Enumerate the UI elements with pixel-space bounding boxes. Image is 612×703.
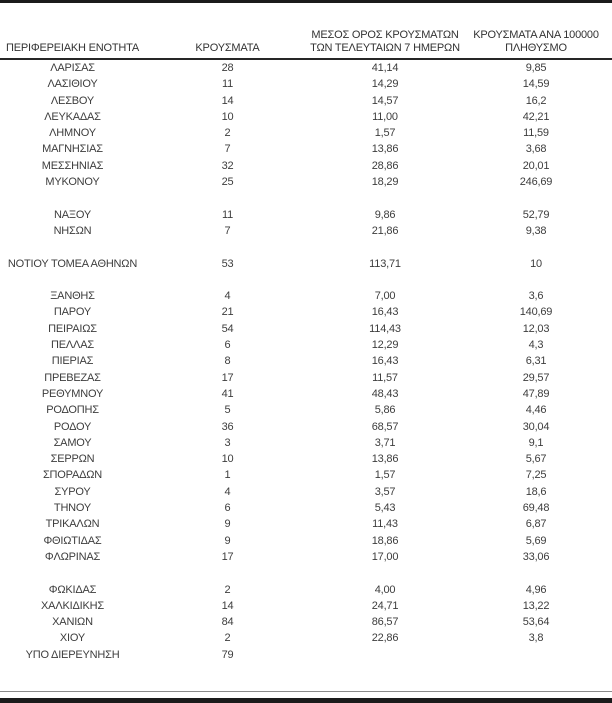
table-row xyxy=(0,370,612,386)
table-row xyxy=(0,141,612,157)
per100k-cell: 140,69 xyxy=(519,306,553,319)
avg7-cell: 11,57 xyxy=(372,371,398,384)
region-cell: ΡΟΔΟΠΗΣ xyxy=(46,404,99,417)
table-row xyxy=(0,256,612,272)
avg7-cell: 13,86 xyxy=(371,453,399,466)
table-bottom-rule xyxy=(0,691,612,692)
per100k-cell: 3,6 xyxy=(528,290,544,303)
region-cell: ΛΑΡΙΣΑΣ xyxy=(50,62,95,74)
header-cases-label: ΚΡΟΥΣΜΑΤΑ xyxy=(195,42,260,54)
cases-by-region-table xyxy=(0,28,612,663)
region-cell: ΣΑΜΟΥ xyxy=(53,436,92,449)
cases-cell: 11 xyxy=(221,78,234,91)
cases-cell: 10 xyxy=(221,110,234,123)
per100k-cell: 4,46 xyxy=(525,404,547,417)
cases-cell: 6 xyxy=(224,339,231,352)
table-body xyxy=(0,60,612,663)
cases-cell: 79 xyxy=(221,648,234,661)
per100k-cell: 7,25 xyxy=(525,469,547,482)
avg7-cell: 48,43 xyxy=(371,387,399,400)
per100k-cell: 5,67 xyxy=(525,453,547,466)
avg7-cell: 14,57 xyxy=(371,94,399,107)
table-row xyxy=(0,158,612,174)
cases-cell: 53 xyxy=(221,257,234,270)
per100k-cell: 29,57 xyxy=(522,371,550,384)
cases-cell: 32 xyxy=(221,159,234,172)
table-row xyxy=(0,614,612,630)
region-cell: ΝΑΞΟΥ xyxy=(54,208,91,221)
cases-cell: 10 xyxy=(221,453,234,466)
table-row xyxy=(0,60,612,76)
cases-cell: 14 xyxy=(221,599,234,612)
cases-cell: 21 xyxy=(221,306,234,319)
per100k-cell: 12,03 xyxy=(522,322,550,335)
per100k-cell: 42,21 xyxy=(522,110,550,123)
table-row xyxy=(0,272,612,288)
region-cell: ΝΗΣΩΝ xyxy=(53,224,92,237)
header-per100k-line2: ΠΛΗΘΥΣΜΟ xyxy=(505,42,567,54)
table-row xyxy=(0,451,612,467)
avg7-cell: 24,71 xyxy=(371,599,399,612)
region-cell: ΠΕΙΡΑΙΩΣ xyxy=(48,322,97,335)
avg7-cell: 13,86 xyxy=(371,143,399,156)
region-cell: ΧΑΛΚΙΔΙΚΗΣ xyxy=(41,599,104,612)
avg7-cell: 3,57 xyxy=(374,485,396,498)
region-cell: ΝΟΤΙΟΥ ΤΟΜΕΑ ΑΘΗΝΩΝ xyxy=(7,257,138,270)
cases-cell: 2 xyxy=(224,583,231,596)
table-row xyxy=(0,190,612,206)
cases-cell: 41 xyxy=(221,387,234,400)
region-cell: ΦΘΙΩΤΙΔΑΣ xyxy=(43,534,102,547)
header-per100k xyxy=(460,29,612,55)
avg7-cell: 17,00 xyxy=(371,550,399,563)
per100k-cell: 246,69 xyxy=(519,176,553,189)
cases-cell: 17 xyxy=(221,550,234,563)
table-row xyxy=(0,93,612,109)
header-cases xyxy=(145,42,310,55)
per100k-cell: 52,79 xyxy=(522,208,550,221)
cases-cell: 6 xyxy=(224,502,231,515)
cases-cell: 9 xyxy=(224,534,231,547)
region-cell: ΛΗΜΝΟΥ xyxy=(49,127,96,140)
per100k-cell: 11,59 xyxy=(523,127,549,140)
table-row xyxy=(0,402,612,418)
cases-cell: 2 xyxy=(224,127,231,140)
table-row xyxy=(0,174,612,190)
per100k-cell: 4,3 xyxy=(528,339,544,352)
table-row xyxy=(0,353,612,369)
avg7-cell: 41,14 xyxy=(371,62,399,74)
region-cell: ΠΡΕΒΕΖΑΣ xyxy=(44,371,101,384)
region-cell: ΠΙΕΡΙΑΣ xyxy=(51,355,94,368)
table-row xyxy=(0,516,612,532)
table-row xyxy=(0,533,612,549)
per100k-cell: 3,8 xyxy=(528,632,544,645)
region-cell: ΧΑΝΙΩΝ xyxy=(52,616,93,629)
cases-cell: 9 xyxy=(224,518,231,531)
region-cell: ΥΠΟ ΔΙΕΡΕΥΝΗΣΗ xyxy=(25,648,120,661)
per100k-cell: 13,22 xyxy=(522,599,550,612)
table-row xyxy=(0,549,612,565)
region-cell: ΣΥΡΟΥ xyxy=(54,485,91,498)
table-row xyxy=(0,76,612,92)
cases-cell: 7 xyxy=(224,143,231,156)
bottom-edge-rule xyxy=(0,698,612,703)
header-region-label: ΠΕΡΙΦΕΡΕΙΑΚΗ ΕΝΟΤΗΤΑ xyxy=(6,42,139,54)
table-header-row xyxy=(0,28,612,60)
table-row xyxy=(0,125,612,141)
cases-cell: 2 xyxy=(224,632,231,645)
header-region xyxy=(0,42,145,55)
per100k-cell: 6,31 xyxy=(525,355,547,368)
per100k-cell: 47,89 xyxy=(522,387,550,400)
avg7-cell: 28,86 xyxy=(371,159,399,172)
avg7-cell: 16,43 xyxy=(371,355,399,368)
header-avg7-line1: ΜΕΣΟΣ ΟΡΟΣ ΚΡΟΥΣΜΑΤΩΝ xyxy=(311,29,459,41)
region-cell: ΣΠΟΡΑΔΩΝ xyxy=(42,469,103,482)
table-row xyxy=(0,304,612,320)
per100k-cell: 16,2 xyxy=(525,94,547,107)
region-cell: ΞΑΝΘΗΣ xyxy=(50,290,95,303)
per100k-cell: 9,1 xyxy=(528,436,544,449)
per100k-cell: 3,68 xyxy=(525,143,547,156)
avg7-cell: 18,29 xyxy=(371,176,399,189)
cases-cell: 11 xyxy=(221,208,234,221)
per100k-cell: 20,01 xyxy=(522,159,550,172)
region-cell: ΛΕΥΚΑΔΑΣ xyxy=(44,110,101,123)
avg7-cell: 11,43 xyxy=(372,518,398,531)
region-cell: ΛΑΣΙΘΙΟΥ xyxy=(47,78,98,91)
region-cell: ΜΥΚΟΝΟΥ xyxy=(45,176,100,189)
region-cell: ΛΕΣΒΟΥ xyxy=(50,94,95,107)
per100k-cell: 5,69 xyxy=(525,534,547,547)
top-edge-rule xyxy=(0,0,612,3)
per100k-cell: 4,96 xyxy=(525,583,547,596)
table-row xyxy=(0,565,612,581)
table-row xyxy=(0,467,612,483)
cases-cell: 1 xyxy=(224,469,231,482)
avg7-cell: 11,00 xyxy=(372,110,398,123)
cases-cell: 36 xyxy=(221,420,234,433)
region-cell: ΦΛΩΡΙΝΑΣ xyxy=(44,550,101,563)
header-avg7 xyxy=(310,29,460,55)
avg7-cell: 1,57 xyxy=(374,127,396,140)
table-row xyxy=(0,647,612,663)
table-row xyxy=(0,582,612,598)
per100k-cell: 9,85 xyxy=(525,62,547,74)
table-row xyxy=(0,288,612,304)
region-cell: ΡΕΘΥΜΝΟΥ xyxy=(41,387,104,400)
cases-cell: 4 xyxy=(224,485,231,498)
table-row xyxy=(0,500,612,516)
per100k-cell: 53,64 xyxy=(522,616,550,629)
avg7-cell: 86,57 xyxy=(371,616,399,629)
cases-cell: 8 xyxy=(224,355,231,368)
region-cell: ΠΑΡΟΥ xyxy=(53,306,92,319)
table-row xyxy=(0,598,612,614)
cases-cell: 14 xyxy=(221,94,234,107)
per100k-cell: 33,06 xyxy=(522,550,550,563)
region-cell: ΜΕΣΣΗΝΙΑΣ xyxy=(41,159,104,172)
table-row xyxy=(0,223,612,239)
cases-cell: 4 xyxy=(224,290,231,303)
region-cell: ΣΕΡΡΩΝ xyxy=(50,453,95,466)
cases-cell: 84 xyxy=(221,616,234,629)
avg7-cell: 4,00 xyxy=(374,583,396,596)
cases-cell: 7 xyxy=(224,224,231,237)
table-row xyxy=(0,207,612,223)
cases-cell: 3 xyxy=(224,436,231,449)
per100k-cell: 6,87 xyxy=(525,518,547,531)
avg7-cell: 5,86 xyxy=(374,404,396,417)
avg7-cell: 1,57 xyxy=(374,469,396,482)
cases-cell: 28 xyxy=(221,62,234,74)
per100k-cell: 10 xyxy=(530,257,542,270)
table-row xyxy=(0,386,612,402)
table-row xyxy=(0,239,612,255)
avg7-cell: 16,43 xyxy=(371,306,399,319)
region-cell: ΦΩΚΙΔΑΣ xyxy=(48,583,97,596)
table-row xyxy=(0,109,612,125)
table-row xyxy=(0,435,612,451)
avg7-cell: 5,43 xyxy=(374,502,396,515)
avg7-cell: 9,86 xyxy=(374,208,396,221)
table-row xyxy=(0,484,612,500)
header-per100k-line1: ΚΡΟΥΣΜΑΤΑ ΑΝΑ 100000 xyxy=(473,29,599,41)
region-cell: ΜΑΓΝΗΣΙΑΣ xyxy=(42,143,103,156)
cases-cell: 54 xyxy=(221,322,234,335)
per100k-cell: 30,04 xyxy=(522,420,550,433)
region-cell: ΤΡΙΚΑΛΩΝ xyxy=(45,518,100,531)
avg7-cell: 14,29 xyxy=(371,78,399,91)
avg7-cell: 68,57 xyxy=(371,420,399,433)
avg7-cell: 21,86 xyxy=(371,224,399,237)
per100k-cell: 14,59 xyxy=(522,78,550,91)
cases-cell: 17 xyxy=(221,371,234,384)
cases-cell: 5 xyxy=(224,404,231,417)
per100k-cell: 69,48 xyxy=(522,502,550,515)
table-row xyxy=(0,337,612,353)
avg7-cell: 114,43 xyxy=(369,322,401,335)
table-row xyxy=(0,321,612,337)
per100k-cell: 9,38 xyxy=(525,224,547,237)
region-cell: ΤΗΝΟΥ xyxy=(53,502,92,515)
header-avg7-line2: ΤΩΝ ΤΕΛΕΥΤΑΙΩΝ 7 ΗΜΕΡΩΝ xyxy=(310,42,460,54)
per100k-cell: 18,6 xyxy=(525,485,547,498)
table-row xyxy=(0,630,612,646)
region-cell: ΧΙΟΥ xyxy=(59,632,86,645)
avg7-cell: 3,71 xyxy=(374,436,396,449)
cases-cell: 25 xyxy=(221,176,234,189)
avg7-cell: 113,71 xyxy=(369,257,401,270)
region-cell: ΡΟΔΟΥ xyxy=(53,420,92,433)
avg7-cell: 12,29 xyxy=(371,339,399,352)
avg7-cell: 7,00 xyxy=(374,290,396,303)
region-cell: ΠΕΛΛΑΣ xyxy=(51,339,94,352)
table-row xyxy=(0,419,612,435)
avg7-cell: 18,86 xyxy=(371,534,399,547)
avg7-cell: 22,86 xyxy=(371,632,399,645)
